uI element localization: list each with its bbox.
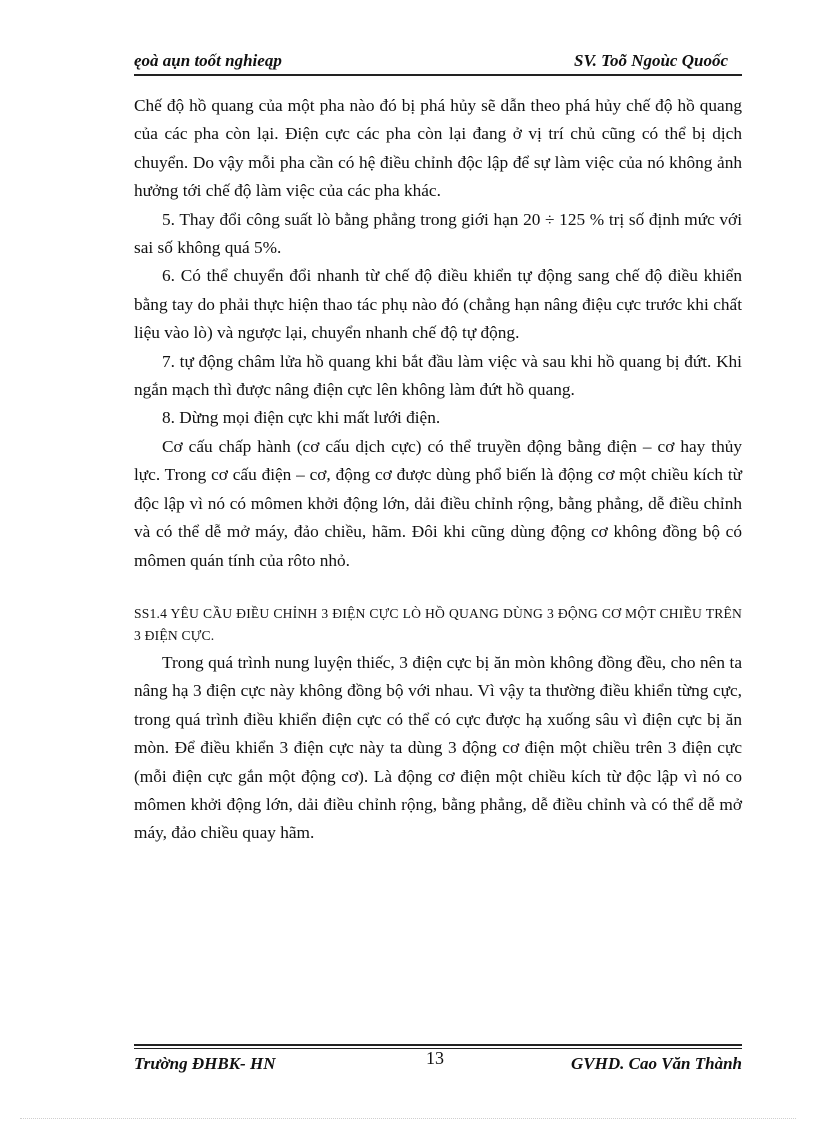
paragraph: Trong quá trình nung luyện thiếc, 3 điện cực bị ăn mòn không đồng đều, cho nên ta nâng hạ 3 điện cực này không đồng bộ với nhau. Vì vậy ta thường điều khiển từng cực, trong quá trình điều khiển điện cực có thể có cực được hạ xuống sâu vì điện cực bị ăn mòn. Để điều khiển 3 điện cực này ta dùng 3 động cơ điện một chiều trên 3 điện cực (mỗi điện cực gắn một động cơ). Là động cơ điện một chiều kích từ độc lập vì nó co mômen khởi động lớn, dải điều chỉnh rộng, bằng phẳng, dễ điều chỉnh và có thể dễ mở máy, đảo chiều quay hãm. <box>134 652 742 843</box>
list-item: 6. Có thể chuyển đổi nhanh từ chế độ điều khiển tự động sang chế độ điều khiển bằng tay do phải thực hiện thao tác phụ nào đó (chẳng hạn nâng điệu cực trước khi chất liệu vào lò) và ngược lại, chuyển nhanh chế độ tự động. <box>134 266 742 343</box>
page-number: 13 <box>426 1048 444 1068</box>
section-heading: SS1.4 YÊU CẦU ĐIỀU CHỈNH 3 ĐIỆN CỰC LÒ HỒ QUANG DÙNG 3 ĐỘNG CƠ MỘT CHIỀU TRÊN 3 ĐIỆN CỰC. <box>134 605 742 643</box>
footer-school: Trường ĐHBK- HN <box>134 1054 276 1073</box>
document-body <box>134 92 742 848</box>
page-header <box>134 50 742 76</box>
list-item: 8. Dừng mọi điện cực khi mất lưới điện. <box>162 408 441 428</box>
footer-divider <box>134 1044 742 1046</box>
footer-supervisor: GVHD. Cao Văn Thành <box>571 1054 742 1073</box>
list-item: 7. tự động châm lửa hồ quang khi bắt đầu làm việc và sau khi hồ quang bị đứt. Khi ngắn mạch thì được nâng điện cực lên không làm đứt hồ quang. <box>134 351 742 400</box>
header-left-title: ęoà aụn toốt nghieąp <box>134 51 282 70</box>
paragraph: Cơ cấu chấp hành (cơ cấu dịch cực) có thể truyền động bằng điện – cơ hay thủy lực. Trong cơ cấu điện – cơ, động cơ được dùng phổ biến là động cơ một chiều kích từ độc lập vì nó có mômen khởi động lớn, dải điều chỉnh rộng, bằng phẳng, dễ điều chỉnh và có thể dễ mở máy, đảo chiều, hãm. Đôi khi cũng dùng động cơ không đồng bộ có mômen quán tính của rôto nhỏ. <box>134 436 742 570</box>
paragraph: Chế độ hồ quang của một pha nào đó bị phá hủy sẽ dẫn theo phá hủy chế độ hồ quang của các pha còn lại. Điện cực các pha còn lại đang ở vị trí chủ cũng có thể bị dịch chuyển. Do vậy mỗi pha cần có hệ điều chỉnh độc lập để sự làm việc của nó không ảnh hưởng tới chế độ làm việc của các pha khác. <box>134 96 742 201</box>
header-author: SV. Toõ Ngoùc Quoốc <box>574 51 728 70</box>
page-footer <box>134 1050 742 1080</box>
list-item: 5. Thay đổi công suất lò bằng phẳng trong giới hạn 20 ÷ 125 % trị số định mức với sai số không quá 5%. <box>134 209 742 258</box>
page-edge-divider <box>20 1118 796 1119</box>
